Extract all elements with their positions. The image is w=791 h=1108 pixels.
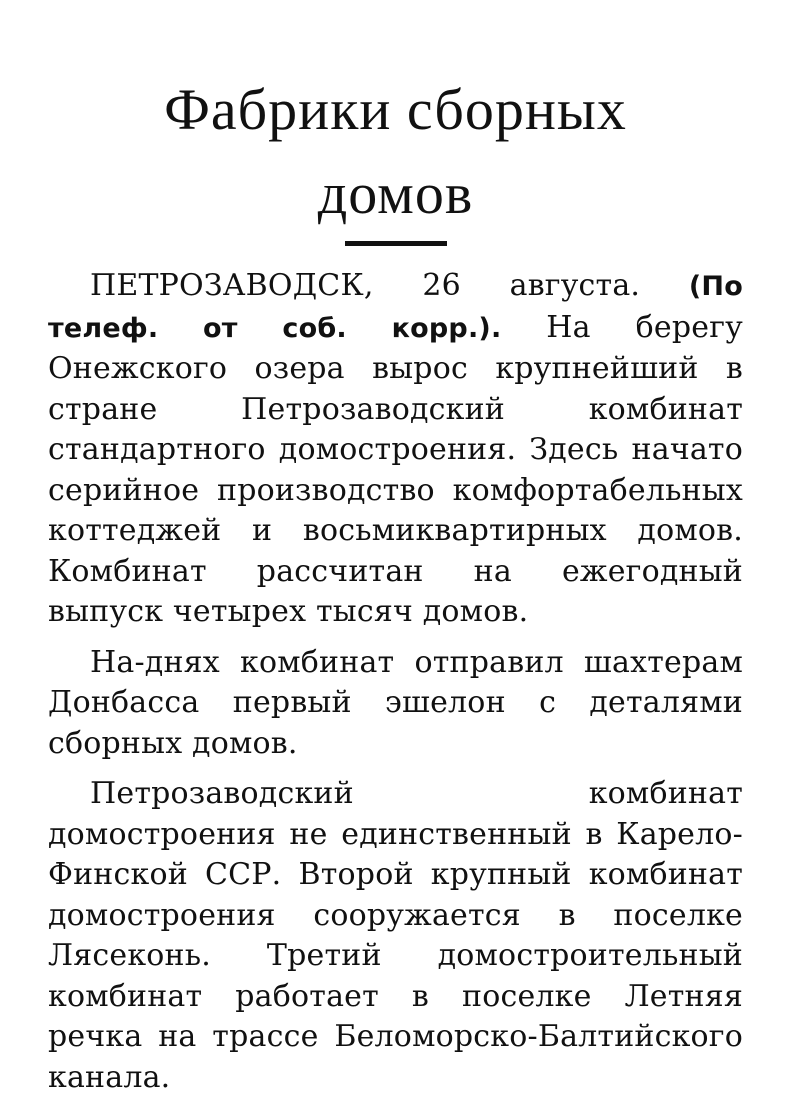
headline-line-2: домов (317, 161, 474, 226)
article-body (48, 266, 743, 1108)
headline-line-1: Фабрики сборных (164, 77, 627, 142)
article-headline (0, 68, 791, 236)
paragraph-1-text: На берегу Онежского озера вырос крупнейший в стране Петрозаводский комбинат стандартного домостроения. Здесь начато серийное производство комфортабельных коттеджей и восьмиквартирных домов. Комбинат рассчитан на ежегодный выпуск четырех тысяч домов. (48, 309, 743, 629)
article-paragraph-2 (48, 643, 743, 765)
source-line: (По телеф. от соб. корр.). (48, 271, 743, 344)
paragraph-2-text: На-днях комбинат отправил шахтерам Донбасса первый эшелон с деталями сборных домов. (48, 644, 743, 761)
paragraph-3-text: Петрозаводский комбинат домостроения не единственный в Карело-Финской ССР. Второй крупный комбинат домостроения сооружается в поселке Лясеконь. Третий домостроительный комбинат работает в поселке Летняя речка на трассе Беломорско-Балтийского канала. (48, 776, 743, 1095)
dateline: ПЕТРОЗАВОДСК, 26 августа. (90, 268, 641, 303)
article-paragraph-1 (48, 266, 743, 633)
headline-divider (345, 241, 447, 246)
article-paragraph-3 (48, 774, 743, 1098)
